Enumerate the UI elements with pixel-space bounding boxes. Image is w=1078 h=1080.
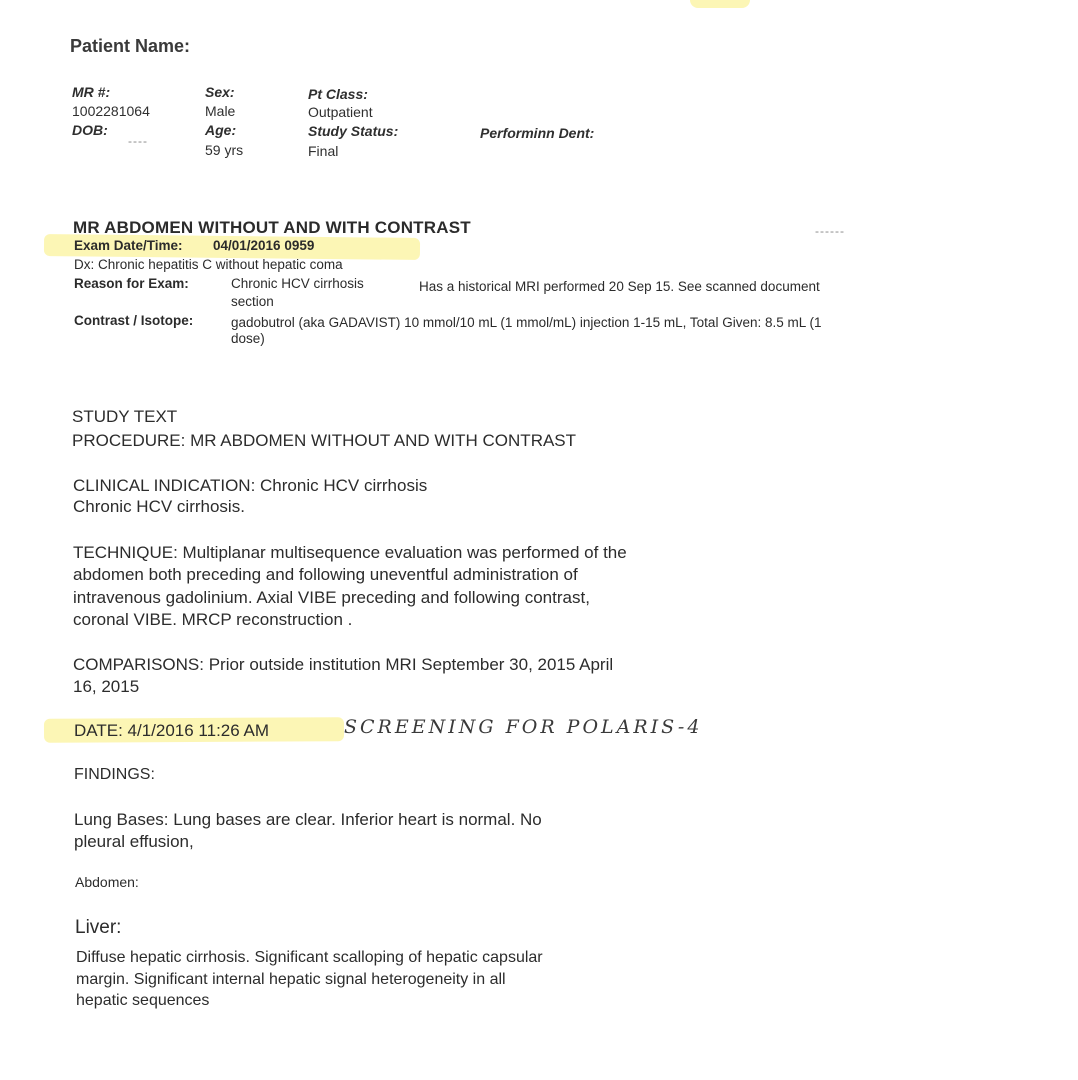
reason-label: Reason for Exam: (74, 276, 189, 291)
abdomen-heading: Abdomen: (75, 874, 139, 890)
reason-value: Chronic HCV cirrhosis (231, 276, 364, 291)
sex-value: Male (205, 103, 236, 119)
liver-line3: hepatic sequences (76, 992, 210, 1009)
handwritten-note: SCREENING FOR POLARIS-4 (344, 716, 703, 738)
findings-heading: FINDINGS: (74, 766, 155, 783)
contrast-line1: gadobutrol (aka GADAVIST) 10 mmol/10 mL (1 mmol/mL) injection 1-15 mL, Total Given: 8.5 mL (1 (231, 315, 822, 330)
diagnosis: Dx: Chronic hepatitis C without hepatic coma (74, 257, 343, 272)
clinical-indication-line2: Chronic HCV cirrhosis. (73, 497, 245, 516)
pt-class-label: Pt Class: (308, 86, 368, 102)
sex-label: Sex: (205, 84, 235, 100)
study-date-line: DATE: 4/1/2016 11:26 AM (74, 721, 269, 740)
technique-line4: coronal VIBE. MRCP reconstruction . (73, 610, 353, 629)
exam-datetime-value: 04/01/2016 0959 (213, 238, 315, 253)
reason-note-line2: section (231, 294, 274, 309)
mr-number-label: MR #: (72, 84, 111, 100)
age-label: Age: (205, 122, 237, 138)
contrast-line2: dose) (231, 331, 265, 346)
pt-class-value: Outpatient (308, 104, 373, 120)
performing-dept-label: Performinn Dent: (480, 125, 595, 141)
highlight-top-corner (690, 0, 750, 8)
study-text-heading: STUDY TEXT (72, 407, 178, 426)
liver-heading: Liver: (75, 917, 122, 938)
procedure-line: PROCEDURE: MR ABDOMEN WITHOUT AND WITH CONTRAST (72, 431, 577, 450)
dob-label: DOB: (72, 122, 108, 138)
study-status-label: Study Status: (308, 123, 399, 139)
liver-line1: Diffuse hepatic cirrhosis. Significant scalloping of hepatic capsular (76, 949, 543, 966)
reason-note-line1: Has a historical MRI performed 20 Sep 15. See scanned document (419, 279, 820, 294)
contrast-label: Contrast / Isotope: (74, 313, 194, 328)
mr-number-value: 1002281064 (72, 103, 150, 119)
technique-line2: abdomen both preceding and following uneventful administration of (73, 565, 578, 584)
technique-line3: intravenous gadolinium. Axial VIBE preceding and following contrast, (73, 588, 590, 607)
technique-line1: TECHNIQUE: Multiplanar multisequence evaluation was performed of the (73, 543, 627, 562)
liver-line2: margin. Significant internal hepatic signal heterogeneity in all (76, 971, 506, 988)
right-dashes: ------ (815, 224, 845, 238)
comparisons-line1: COMPARISONS: Prior outside institution MRI September 30, 2015 April (73, 655, 614, 674)
dob-value: ---- (128, 134, 148, 148)
patient-name-label: Patient Name: (70, 36, 191, 56)
comparisons-line2: 16, 2015 (73, 677, 140, 696)
study-status-value: Final (308, 143, 339, 159)
exam-title: MR ABDOMEN WITHOUT AND WITH CONTRAST (73, 218, 471, 237)
lung-bases-line1: Lung Bases: Lung bases are clear. Inferior heart is normal. No (74, 810, 542, 829)
lung-bases-line2: pleural effusion, (74, 832, 194, 851)
exam-datetime-label: Exam Date/Time: (74, 238, 183, 253)
age-value: 59 yrs (205, 142, 244, 158)
clinical-indication-line1: CLINICAL INDICATION: Chronic HCV cirrhosis (73, 476, 428, 495)
